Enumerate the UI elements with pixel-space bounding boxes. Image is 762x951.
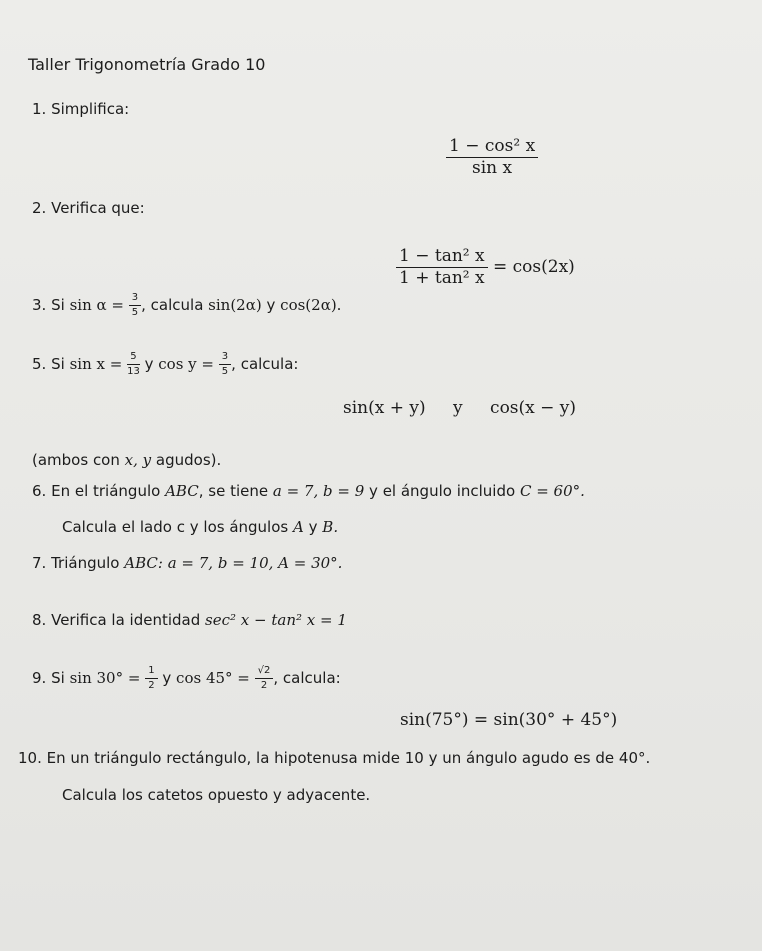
fraction-numerator: 1 − cos² x	[446, 138, 538, 158]
fraction-numerator: 3	[219, 352, 231, 365]
formula-rhs: = cos(2x)	[493, 257, 575, 277]
fraction-denominator: 2	[260, 680, 268, 691]
item-2-formula	[396, 248, 575, 287]
math-expression: sec² x − tan² x = 1	[205, 611, 347, 629]
math-expression: ABC	[165, 482, 199, 500]
math-expression: ABC:	[124, 554, 163, 572]
item-number: 10.	[18, 749, 42, 767]
item-7	[32, 553, 342, 573]
item-text: y	[162, 669, 172, 687]
item-6	[32, 481, 585, 501]
math-expression: cos 45° =	[176, 669, 250, 687]
item-label: Simplifica:	[51, 100, 130, 118]
fraction-denominator: sin x	[472, 158, 513, 178]
item-text: , se tiene	[198, 482, 269, 500]
item-prefix: Si	[51, 296, 65, 314]
math-expression: C = 60°.	[519, 482, 585, 500]
item-1	[32, 99, 129, 119]
item-5-note	[32, 450, 221, 470]
math-expression: a = 7, b = 9	[272, 482, 365, 500]
item-5-display	[343, 398, 576, 418]
item-6-line2	[62, 517, 338, 537]
page-title: Taller Trigonometría Grado 10	[28, 55, 266, 74]
item-text: y el ángulo incluido	[369, 482, 516, 500]
fraction-denominator: 2	[148, 680, 155, 691]
item-text: En el triángulo	[51, 482, 161, 500]
fraction-numerator: √2	[255, 666, 274, 679]
item-text: , calcula:	[231, 355, 299, 373]
item-5	[32, 352, 298, 377]
item-text: Verifica la identidad	[51, 611, 201, 629]
item-text: Calcula el lado	[62, 518, 172, 536]
item-2	[32, 198, 145, 218]
item-text: , calcula	[141, 296, 204, 314]
item-number: 7.	[32, 554, 47, 572]
fraction-denominator: 5	[221, 366, 229, 377]
fraction-numerator: 5	[127, 352, 140, 365]
math-expression: B.	[322, 518, 339, 536]
note-variables: x, y	[124, 451, 152, 469]
math-expression: A	[293, 518, 304, 536]
item-value: 10	[404, 749, 424, 767]
math-expression: cos(2α).	[280, 296, 342, 314]
item-9-display	[400, 710, 617, 730]
item-10-line2	[62, 785, 370, 805]
item-text: y	[308, 518, 318, 536]
fraction-denominator: 1 + tan² x	[399, 268, 485, 288]
item-prefix: Si	[51, 355, 65, 373]
note-text: agudos).	[155, 451, 222, 469]
display-connector: y	[453, 398, 463, 418]
item-number: 5.	[32, 355, 47, 373]
item-number: 9.	[32, 669, 47, 687]
item-number: 2.	[32, 199, 47, 217]
display-expression: cos(x − y)	[490, 398, 577, 418]
fraction-denominator: 13	[127, 366, 140, 377]
item-text: En un triángulo rectángulo, la hipotenusa mide	[46, 749, 400, 767]
item-label: Verifica que:	[51, 199, 145, 217]
item-text: Calcula los catetos opuesto y adyacente.	[62, 786, 371, 804]
item-text: y	[266, 296, 276, 314]
fraction-numerator: 3	[129, 293, 141, 306]
item-text: y un ángulo agudo es de	[428, 749, 615, 767]
item-8	[32, 610, 347, 630]
note-text: (ambos con	[32, 451, 120, 469]
item-text: , calcula:	[273, 669, 341, 687]
fraction-numerator: 1 − tan² x	[396, 248, 488, 268]
item-number: 6.	[32, 482, 47, 500]
display-expression: sin(x + y)	[343, 398, 426, 418]
item-9	[32, 666, 341, 691]
item-3	[32, 293, 341, 318]
math-expression: cos y =	[158, 355, 214, 373]
math-expression: a = 7, b = 10, A = 30°.	[167, 554, 343, 572]
display-expression: sin(75°) = sin(30° + 45°)	[400, 710, 618, 730]
item-value: 40°.	[618, 749, 651, 767]
item-text: c	[176, 518, 185, 536]
fraction-numerator: 1	[145, 666, 157, 679]
item-number: 1.	[32, 100, 47, 118]
item-text: Triángulo	[51, 554, 120, 572]
item-prefix: Si	[51, 669, 65, 687]
item-text: y	[144, 355, 154, 373]
item-text: y los ángulos	[189, 518, 289, 536]
math-expression: sin α =	[69, 296, 124, 314]
math-expression: sin(2α)	[208, 296, 262, 314]
item-number: 3.	[32, 296, 47, 314]
math-expression: sin x =	[69, 355, 123, 373]
item-10	[18, 748, 650, 768]
item-1-formula	[446, 138, 538, 177]
math-expression: sin 30° =	[69, 669, 141, 687]
item-number: 8.	[32, 611, 47, 629]
fraction-denominator: 5	[131, 307, 139, 318]
